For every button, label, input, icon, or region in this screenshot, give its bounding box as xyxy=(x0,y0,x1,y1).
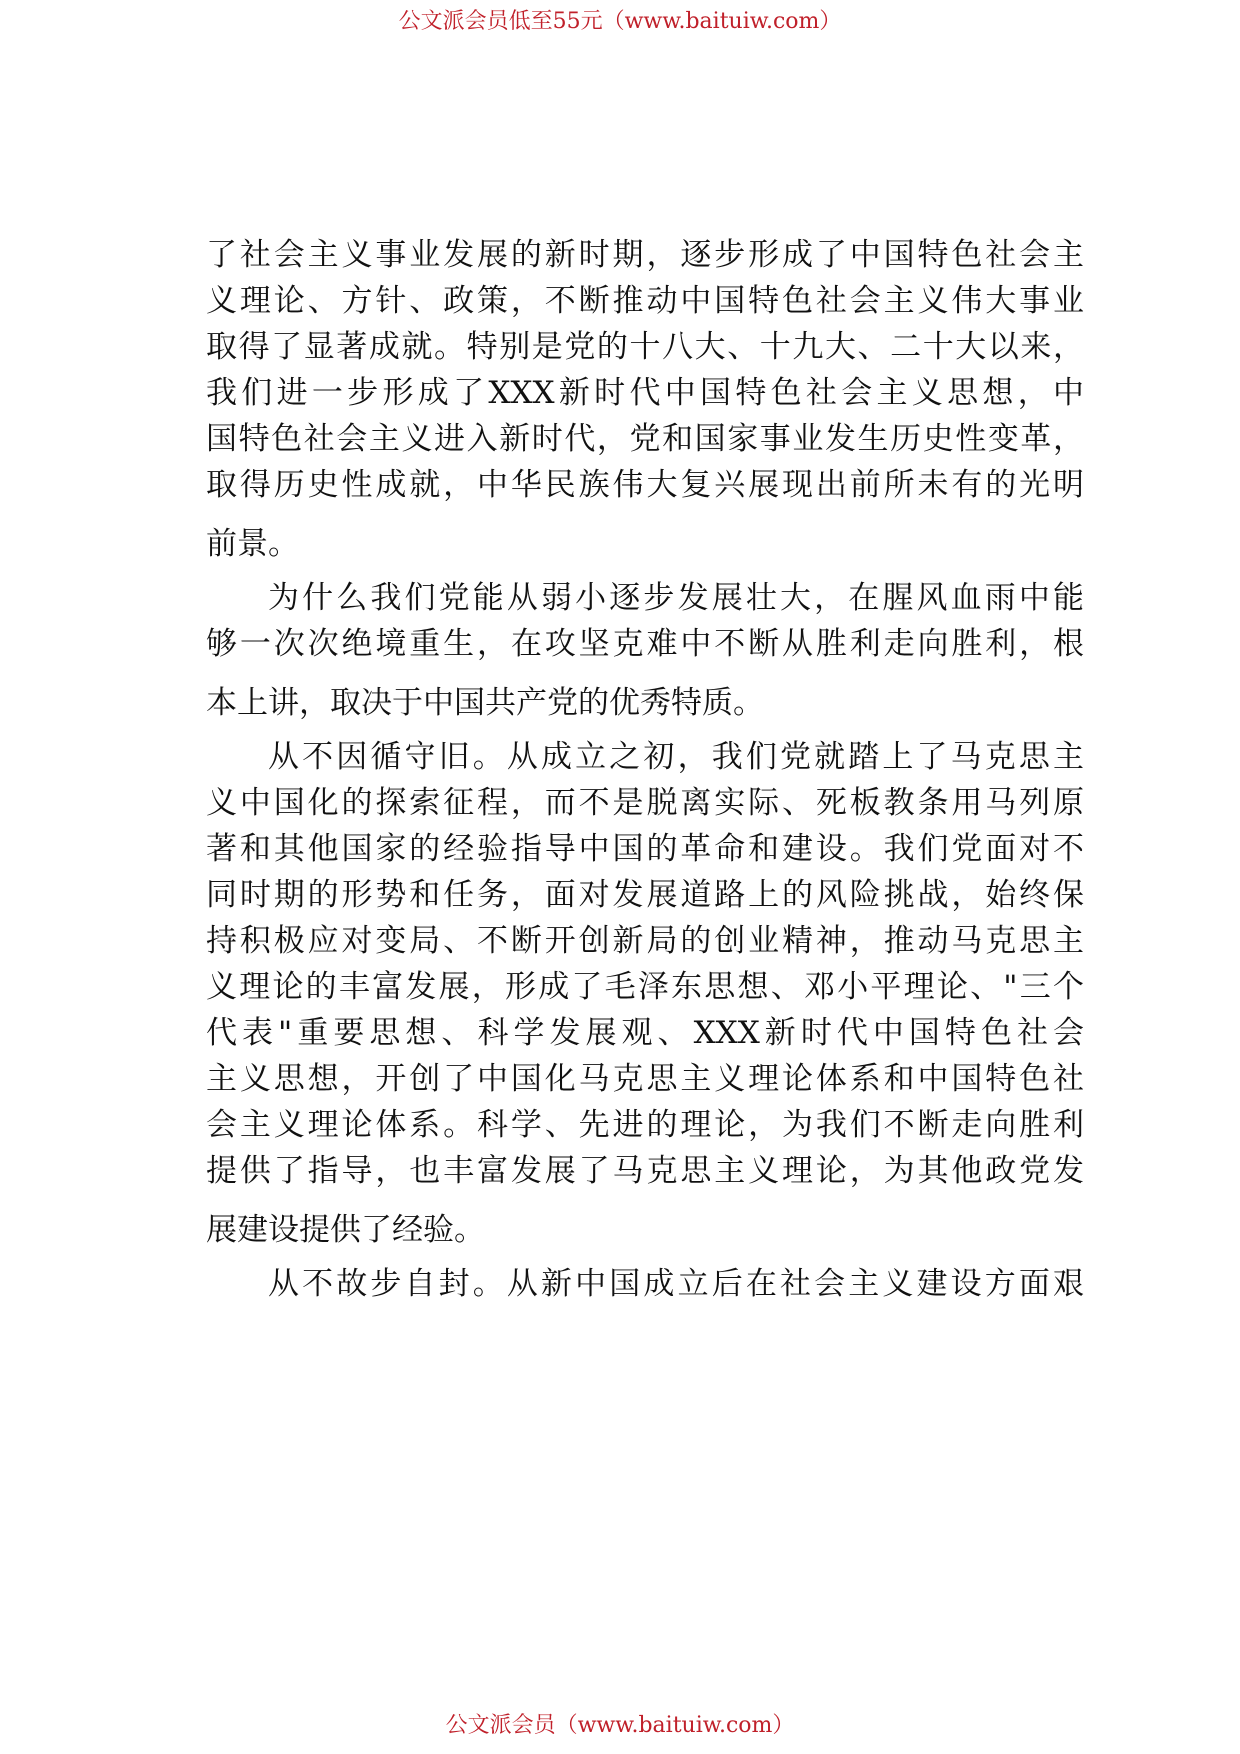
text-line: 国特色社会主义进入新时代，党和国家事业发生历史性变革， xyxy=(206,421,1084,457)
text-line: 主义思想，开创了中国化马克思主义理论体系和中国特色社 xyxy=(206,1061,1084,1097)
text-line: 会主义理论体系。科学、先进的理论，为我们不断走向胜利 xyxy=(206,1107,1084,1143)
text-line: 提供了指导，也丰富发展了马克思主义理论，为其他政党发 xyxy=(206,1153,1084,1189)
text-line: 义理论的丰富发展，形成了毛泽东思想、邓小平理论、"三个 xyxy=(206,969,1084,1005)
text-line: 本上讲，取决于中国共产党的优秀特质。 xyxy=(206,685,764,721)
text-line: 够一次次绝境重生，在攻坚克难中不断从胜利走向胜利，根 xyxy=(206,626,1084,662)
text-line: 前景。 xyxy=(206,526,299,562)
text-line: 展建设提供了经验。 xyxy=(206,1212,485,1248)
text-line: 从不故步自封。从新中国成立后在社会主义建设方面艰 xyxy=(268,1266,1084,1302)
text-line: 取得历史性成就，中华民族伟大复兴展现出前所未有的光明 xyxy=(206,467,1084,503)
text-line: 从不因循守旧。从成立之初，我们党就踏上了马克思主 xyxy=(268,739,1084,775)
page-header-watermark: 公文派会员低至55元（www.baituiw.com） xyxy=(398,9,842,34)
text-line: 同时期的形势和任务，面对发展道路上的风险挑战，始终保 xyxy=(206,877,1084,913)
text-line: 著和其他国家的经验指导中国的革命和建设。我们党面对不 xyxy=(206,831,1084,867)
page-footer-watermark: 公文派会员（www.baituiw.com） xyxy=(445,1713,795,1738)
text-line: 代表"重要思想、科学发展观、XXX新时代中国特色社会 xyxy=(206,1015,1084,1051)
text-line: 义理论、方针、政策，不断推动中国特色社会主义伟大事业 xyxy=(206,283,1084,319)
text-line: 取得了显著成就。特别是党的十八大、十九大、二十大以来， xyxy=(206,329,1084,365)
text-line: 义中国化的探索征程，而不是脱离实际、死板教条用马列原 xyxy=(206,785,1084,821)
text-line: 我们进一步形成了XXX新时代中国特色社会主义思想，中 xyxy=(206,375,1084,411)
text-line: 了社会主义事业发展的新时期，逐步形成了中国特色社会主 xyxy=(206,237,1084,273)
text-line: 为什么我们党能从弱小逐步发展壮大，在腥风血雨中能 xyxy=(268,580,1084,616)
text-line: 持积极应对变局、不断开创新局的创业精神，推动马克思主 xyxy=(206,923,1084,959)
